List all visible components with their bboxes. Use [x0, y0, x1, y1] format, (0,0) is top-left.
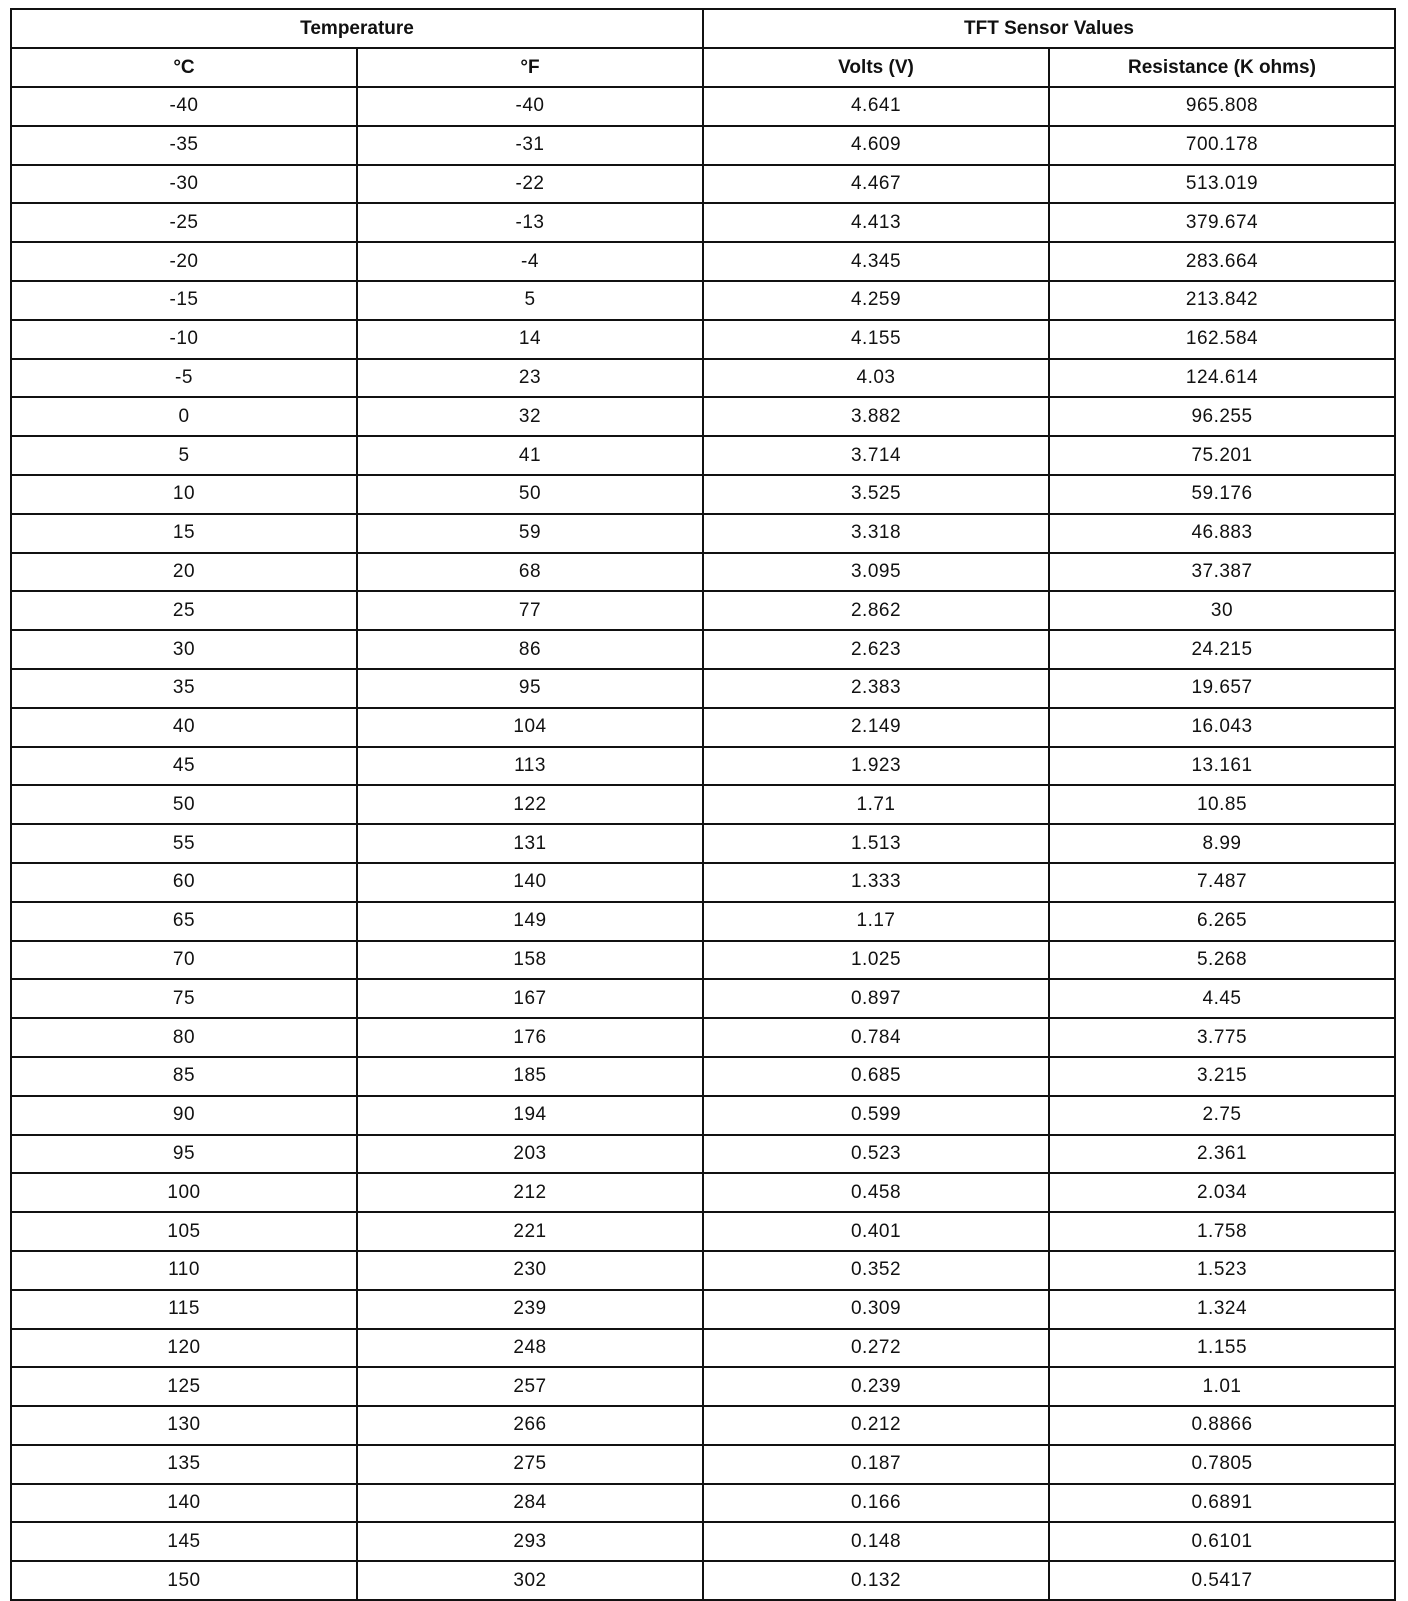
cell-resistance: 6.265	[1049, 902, 1395, 941]
cell-celsius: 125	[11, 1367, 357, 1406]
cell-resistance: 965.808	[1049, 87, 1395, 126]
cell-celsius: 80	[11, 1018, 357, 1057]
cell-resistance: 379.674	[1049, 203, 1395, 242]
cell-volts: 1.513	[703, 824, 1049, 863]
cell-celsius: 55	[11, 824, 357, 863]
cell-celsius: 10	[11, 475, 357, 514]
table-row	[11, 979, 1395, 1018]
table-row	[11, 1018, 1395, 1057]
cell-fahrenheit: 122	[357, 785, 703, 824]
cell-volts: 4.345	[703, 242, 1049, 281]
table-row	[11, 165, 1395, 204]
group-header-row	[11, 9, 1395, 48]
cell-volts: 0.401	[703, 1212, 1049, 1251]
table-row	[11, 669, 1395, 708]
cell-resistance: 513.019	[1049, 165, 1395, 204]
cell-resistance: 8.99	[1049, 824, 1395, 863]
cell-resistance: 0.5417	[1049, 1561, 1395, 1600]
cell-volts: 4.155	[703, 320, 1049, 359]
cell-celsius: 5	[11, 436, 357, 475]
cell-volts: 0.309	[703, 1290, 1049, 1329]
table-row	[11, 785, 1395, 824]
cell-fahrenheit: 5	[357, 281, 703, 320]
cell-fahrenheit: 68	[357, 553, 703, 592]
cell-fahrenheit: -22	[357, 165, 703, 204]
cell-resistance: 124.614	[1049, 359, 1395, 398]
cell-resistance: 24.215	[1049, 630, 1395, 669]
table-row	[11, 1290, 1395, 1329]
table-row	[11, 1561, 1395, 1600]
cell-fahrenheit: 14	[357, 320, 703, 359]
cell-fahrenheit: -4	[357, 242, 703, 281]
tft-sensor-group-header: TFT Sensor Values	[703, 9, 1395, 48]
cell-volts: 0.685	[703, 1057, 1049, 1096]
cell-fahrenheit: 50	[357, 475, 703, 514]
table-row	[11, 708, 1395, 747]
table-row	[11, 863, 1395, 902]
cell-volts: 0.352	[703, 1251, 1049, 1290]
cell-resistance: 0.8866	[1049, 1406, 1395, 1445]
cell-celsius: -35	[11, 126, 357, 165]
cell-volts: 0.897	[703, 979, 1049, 1018]
temperature-group-header: Temperature	[11, 9, 703, 48]
cell-celsius: 145	[11, 1522, 357, 1561]
table-row	[11, 397, 1395, 436]
cell-volts: 0.166	[703, 1484, 1049, 1523]
cell-volts: 1.923	[703, 747, 1049, 786]
cell-fahrenheit: -40	[357, 87, 703, 126]
cell-fahrenheit: 32	[357, 397, 703, 436]
table-row	[11, 87, 1395, 126]
cell-celsius: 20	[11, 553, 357, 592]
cell-celsius: 105	[11, 1212, 357, 1251]
cell-volts: 0.148	[703, 1522, 1049, 1561]
table-row	[11, 1173, 1395, 1212]
table-row	[11, 1212, 1395, 1251]
column-header-volts: Volts (V)	[703, 48, 1049, 87]
column-header-row	[11, 48, 1395, 87]
cell-volts: 3.095	[703, 553, 1049, 592]
cell-celsius: 45	[11, 747, 357, 786]
cell-celsius: 120	[11, 1329, 357, 1368]
cell-volts: 2.623	[703, 630, 1049, 669]
cell-celsius: 15	[11, 514, 357, 553]
cell-fahrenheit: 302	[357, 1561, 703, 1600]
cell-celsius: 90	[11, 1096, 357, 1135]
cell-resistance: 0.6891	[1049, 1484, 1395, 1523]
cell-volts: 1.71	[703, 785, 1049, 824]
cell-fahrenheit: 275	[357, 1445, 703, 1484]
cell-fahrenheit: 221	[357, 1212, 703, 1251]
cell-volts: 0.599	[703, 1096, 1049, 1135]
cell-celsius: 100	[11, 1173, 357, 1212]
cell-volts: 4.259	[703, 281, 1049, 320]
table-row	[11, 1522, 1395, 1561]
cell-resistance: 4.45	[1049, 979, 1395, 1018]
table-row	[11, 630, 1395, 669]
cell-resistance: 1.523	[1049, 1251, 1395, 1290]
cell-celsius: -5	[11, 359, 357, 398]
cell-celsius: -40	[11, 87, 357, 126]
cell-volts: 0.239	[703, 1367, 1049, 1406]
table-row	[11, 1329, 1395, 1368]
cell-celsius: 25	[11, 591, 357, 630]
cell-celsius: -20	[11, 242, 357, 281]
cell-fahrenheit: 104	[357, 708, 703, 747]
cell-celsius: 50	[11, 785, 357, 824]
table-row	[11, 1367, 1395, 1406]
cell-volts: 2.149	[703, 708, 1049, 747]
table-row	[11, 1445, 1395, 1484]
cell-resistance: 3.215	[1049, 1057, 1395, 1096]
cell-volts: 0.272	[703, 1329, 1049, 1368]
cell-resistance: 700.178	[1049, 126, 1395, 165]
cell-fahrenheit: 257	[357, 1367, 703, 1406]
cell-volts: 3.714	[703, 436, 1049, 475]
cell-resistance: 2.034	[1049, 1173, 1395, 1212]
table-row	[11, 591, 1395, 630]
cell-celsius: 0	[11, 397, 357, 436]
cell-resistance: 3.775	[1049, 1018, 1395, 1057]
column-header-fahrenheit: °F	[357, 48, 703, 87]
cell-fahrenheit: 77	[357, 591, 703, 630]
cell-volts: 0.784	[703, 1018, 1049, 1057]
column-header-resistance: Resistance (K ohms)	[1049, 48, 1395, 87]
cell-celsius: 135	[11, 1445, 357, 1484]
cell-fahrenheit: 59	[357, 514, 703, 553]
table-row	[11, 747, 1395, 786]
cell-volts: 4.03	[703, 359, 1049, 398]
cell-fahrenheit: 230	[357, 1251, 703, 1290]
cell-celsius: 95	[11, 1135, 357, 1174]
cell-fahrenheit: 41	[357, 436, 703, 475]
table-row	[11, 242, 1395, 281]
cell-volts: 2.862	[703, 591, 1049, 630]
cell-resistance: 16.043	[1049, 708, 1395, 747]
cell-resistance: 162.584	[1049, 320, 1395, 359]
cell-resistance: 19.657	[1049, 669, 1395, 708]
table-row	[11, 824, 1395, 863]
cell-resistance: 7.487	[1049, 863, 1395, 902]
table-row	[11, 436, 1395, 475]
cell-volts: 2.383	[703, 669, 1049, 708]
table-row	[11, 1484, 1395, 1523]
cell-resistance: 1.155	[1049, 1329, 1395, 1368]
table-row	[11, 359, 1395, 398]
cell-celsius: 35	[11, 669, 357, 708]
column-header-celsius: °C	[11, 48, 357, 87]
tft-sensor-document	[10, 8, 1394, 1601]
cell-resistance: 30	[1049, 591, 1395, 630]
cell-celsius: 70	[11, 941, 357, 980]
cell-resistance: 1.758	[1049, 1212, 1395, 1251]
cell-celsius: 60	[11, 863, 357, 902]
cell-celsius: 75	[11, 979, 357, 1018]
cell-volts: 3.525	[703, 475, 1049, 514]
cell-resistance: 2.75	[1049, 1096, 1395, 1135]
table-row	[11, 1135, 1395, 1174]
cell-resistance: 5.268	[1049, 941, 1395, 980]
table-row	[11, 553, 1395, 592]
cell-fahrenheit: 95	[357, 669, 703, 708]
cell-volts: 0.212	[703, 1406, 1049, 1445]
cell-volts: 1.333	[703, 863, 1049, 902]
cell-celsius: -30	[11, 165, 357, 204]
table-row	[11, 514, 1395, 553]
cell-volts: 0.132	[703, 1561, 1049, 1600]
cell-volts: 4.413	[703, 203, 1049, 242]
table-row	[11, 475, 1395, 514]
cell-fahrenheit: 284	[357, 1484, 703, 1523]
cell-resistance: 213.842	[1049, 281, 1395, 320]
cell-celsius: -10	[11, 320, 357, 359]
cell-celsius: 30	[11, 630, 357, 669]
cell-fahrenheit: 131	[357, 824, 703, 863]
cell-volts: 3.318	[703, 514, 1049, 553]
cell-celsius: -15	[11, 281, 357, 320]
cell-fahrenheit: 248	[357, 1329, 703, 1368]
cell-resistance: 13.161	[1049, 747, 1395, 786]
cell-resistance: 10.85	[1049, 785, 1395, 824]
table-row	[11, 941, 1395, 980]
cell-resistance: 2.361	[1049, 1135, 1395, 1174]
cell-volts: 0.187	[703, 1445, 1049, 1484]
table-row	[11, 281, 1395, 320]
cell-celsius: 115	[11, 1290, 357, 1329]
cell-resistance: 96.255	[1049, 397, 1395, 436]
table-row	[11, 126, 1395, 165]
cell-fahrenheit: 113	[357, 747, 703, 786]
table-header	[11, 9, 1395, 87]
cell-fahrenheit: 158	[357, 941, 703, 980]
cell-volts: 3.882	[703, 397, 1049, 436]
cell-volts: 1.17	[703, 902, 1049, 941]
table-row	[11, 1406, 1395, 1445]
cell-fahrenheit: 212	[357, 1173, 703, 1212]
cell-fahrenheit: 167	[357, 979, 703, 1018]
cell-resistance: 46.883	[1049, 514, 1395, 553]
cell-celsius: 110	[11, 1251, 357, 1290]
table-row	[11, 320, 1395, 359]
cell-celsius: 140	[11, 1484, 357, 1523]
cell-fahrenheit: 266	[357, 1406, 703, 1445]
cell-volts: 4.641	[703, 87, 1049, 126]
cell-volts: 4.609	[703, 126, 1049, 165]
cell-resistance: 0.7805	[1049, 1445, 1395, 1484]
cell-resistance: 1.324	[1049, 1290, 1395, 1329]
cell-fahrenheit: 23	[357, 359, 703, 398]
cell-fahrenheit: 293	[357, 1522, 703, 1561]
cell-volts: 0.523	[703, 1135, 1049, 1174]
table-row	[11, 902, 1395, 941]
table-body	[11, 87, 1395, 1600]
table-row	[11, 1096, 1395, 1135]
cell-celsius: 150	[11, 1561, 357, 1600]
cell-fahrenheit: -13	[357, 203, 703, 242]
cell-celsius: 40	[11, 708, 357, 747]
cell-resistance: 0.6101	[1049, 1522, 1395, 1561]
cell-resistance: 1.01	[1049, 1367, 1395, 1406]
cell-resistance: 59.176	[1049, 475, 1395, 514]
cell-celsius: 130	[11, 1406, 357, 1445]
cell-resistance: 283.664	[1049, 242, 1395, 281]
cell-fahrenheit: 176	[357, 1018, 703, 1057]
cell-volts: 0.458	[703, 1173, 1049, 1212]
cell-resistance: 37.387	[1049, 553, 1395, 592]
table-row	[11, 1251, 1395, 1290]
cell-celsius: 65	[11, 902, 357, 941]
tft-sensor-table	[10, 8, 1396, 1601]
table-row	[11, 1057, 1395, 1096]
cell-fahrenheit: 185	[357, 1057, 703, 1096]
cell-fahrenheit: 149	[357, 902, 703, 941]
cell-celsius: 85	[11, 1057, 357, 1096]
table-row	[11, 203, 1395, 242]
cell-volts: 1.025	[703, 941, 1049, 980]
cell-volts: 4.467	[703, 165, 1049, 204]
cell-fahrenheit: 203	[357, 1135, 703, 1174]
cell-fahrenheit: 140	[357, 863, 703, 902]
cell-fahrenheit: 194	[357, 1096, 703, 1135]
cell-resistance: 75.201	[1049, 436, 1395, 475]
cell-fahrenheit: -31	[357, 126, 703, 165]
cell-celsius: -25	[11, 203, 357, 242]
cell-fahrenheit: 239	[357, 1290, 703, 1329]
cell-fahrenheit: 86	[357, 630, 703, 669]
